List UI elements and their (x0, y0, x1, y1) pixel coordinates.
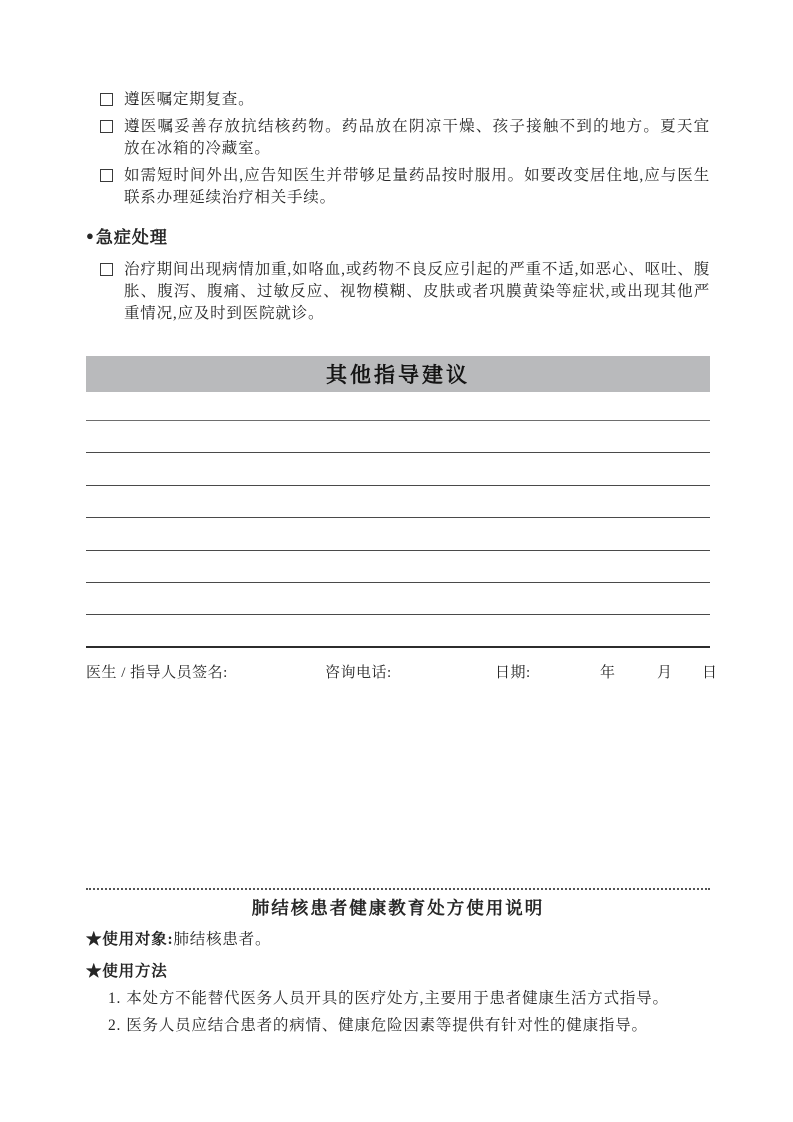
checklist-item (100, 116, 710, 160)
signature-row (86, 661, 718, 681)
method-number: 1. (108, 989, 122, 1007)
checklist-item (100, 165, 710, 209)
usage-method-line (86, 960, 710, 984)
bullet-icon: ● (86, 227, 95, 243)
date-label: 日期: (495, 664, 531, 681)
other-guidance-banner (86, 356, 710, 392)
checklist-item (100, 259, 710, 325)
usage-target-value: 肺结核患者。 (173, 930, 272, 948)
blank-writing-line (86, 518, 710, 550)
phone-label: 咨询电话: (325, 664, 392, 681)
method-text: 本处方不能替代医务人员开具的医疗处方,主要用于患者健康生活方式指导。 (126, 989, 669, 1007)
blank-writing-line (86, 486, 710, 518)
usage-target-line (86, 928, 710, 952)
usage-method-item (108, 986, 710, 1011)
blank-writing-line (86, 392, 710, 421)
emergency-heading-text: 急症处理 (95, 228, 168, 247)
method-number: 2. (108, 1016, 122, 1034)
method-text: 医务人员应结合患者的病情、健康危险因素等提供有针对性的健康指导。 (126, 1016, 648, 1034)
emergency-section (86, 223, 710, 325)
emergency-heading (86, 223, 710, 248)
checkbox[interactable] (100, 169, 113, 182)
signer-label: 医生 / 指导人员签名: (86, 664, 228, 681)
checklist-item-text: 遵医嘱妥善存放抗结核药物。药品放在阴凉干燥、孩子接触不到的地方。夏天宜放在冰箱的冷藏室。 (124, 118, 710, 157)
month-label: 月 (657, 664, 673, 681)
checklist-item (100, 89, 710, 111)
usage-method-label: ★使用方法 (86, 962, 168, 980)
checkbox[interactable] (100, 263, 113, 276)
other-guidance-title: 其他指导建议 (326, 364, 470, 387)
usage-title: 肺结核患者健康教育处方使用说明 (251, 897, 545, 918)
checkbox[interactable] (100, 93, 113, 106)
checkbox[interactable] (100, 120, 113, 133)
blank-writing-line (86, 421, 710, 453)
dotted-divider (86, 888, 710, 890)
usage-target-label: ★使用对象: (86, 930, 174, 948)
medication-checklist-section (86, 89, 710, 209)
usage-method-item (108, 1013, 710, 1038)
day-label: 日 (702, 664, 718, 681)
blank-writing-line (86, 551, 710, 583)
blank-writing-line (86, 615, 710, 647)
usage-instructions-section (86, 896, 710, 1038)
writing-lines-area (86, 392, 710, 648)
year-label: 年 (600, 664, 616, 681)
checklist-item-text: 治疗期间出现病情加重,如咯血,或药物不良反应引起的严重不适,如恶心、呕吐、腹胀、腹泻、腹痛、过敏反应、视物模糊、皮肤或者巩膜黄染等症状,或出现其他严重情况,应及时到医院就诊。 (124, 261, 710, 322)
blank-writing-line (86, 583, 710, 615)
blank-writing-line (86, 453, 710, 485)
checklist-item-text: 遵医嘱定期复查。 (124, 91, 255, 108)
checklist-item-text: 如需短时间外出,应告知医生并带够足量药品按时服用。如要改变居住地,应与医生联系办理延续治疗相关手续。 (124, 167, 710, 206)
